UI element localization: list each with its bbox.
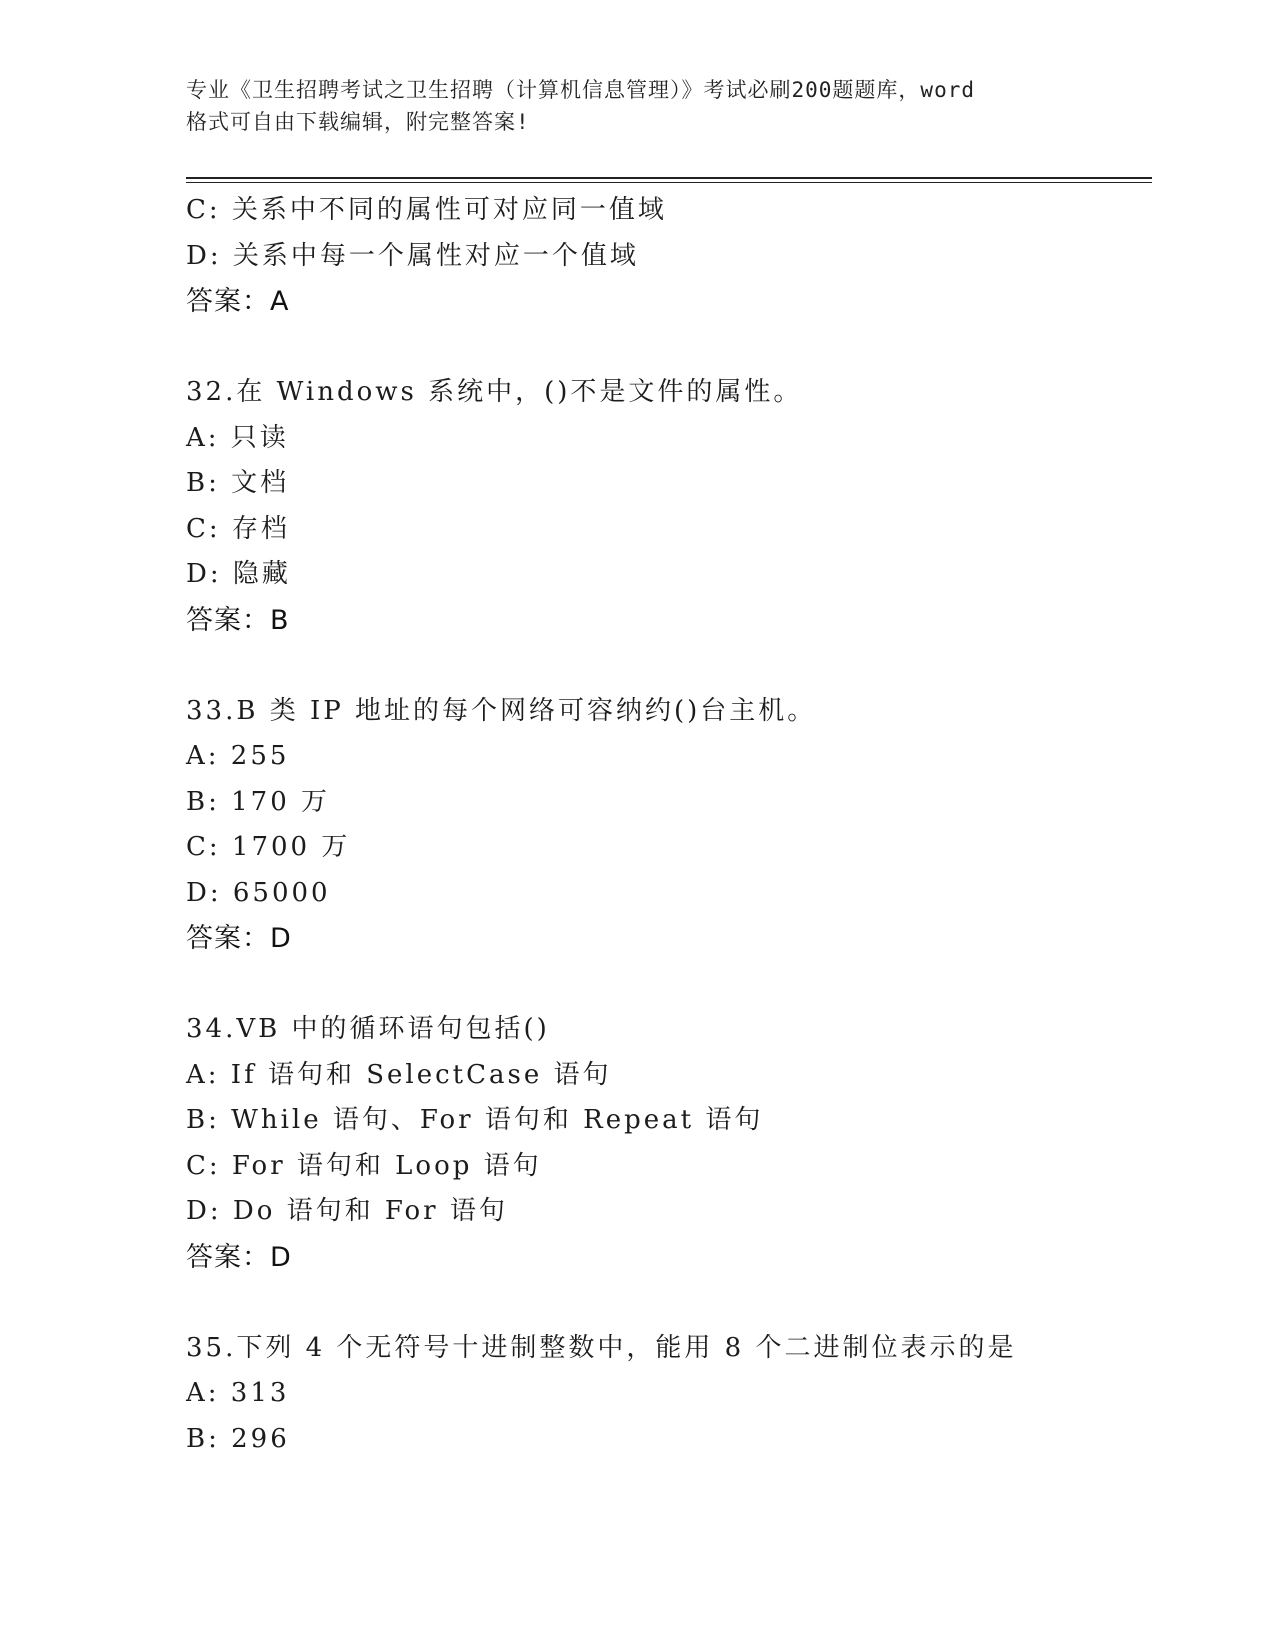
- question-block-33: [186, 689, 1146, 962]
- option-c: C: For 语句和 Loop 语句: [186, 1150, 542, 1181]
- question-list: [186, 188, 1146, 1462]
- header-line-2: 格式可自由下载编辑，附完整答案!: [186, 110, 530, 134]
- question-stem: 35.下列 4 个无符号十进制整数中，能用 8 个二进制位表示的是: [186, 1332, 1017, 1363]
- option-a: A: 只读: [186, 422, 289, 453]
- answer-line: 答案：A: [186, 286, 290, 317]
- block-spacer: [186, 325, 1146, 371]
- header-line-1: 专业《卫生招聘考试之卫生招聘（计算机信息管理）》考试必刷200题题库，word: [186, 78, 975, 102]
- question-block-32: [186, 370, 1146, 643]
- header-divider-thin: [186, 182, 1152, 183]
- question-stem: 34.VB 中的循环语句包括(): [186, 1014, 550, 1044]
- answer-line: 答案：B: [186, 604, 290, 636]
- answer-line: 答案：D: [186, 923, 292, 954]
- option-c: C: 存档: [186, 513, 290, 544]
- option-b: B: 296: [186, 1423, 290, 1454]
- option-a: A: 255: [186, 741, 290, 771]
- option-d: D: 关系中每一个属性对应一个值域: [186, 240, 639, 271]
- option-d: D: 65000: [186, 877, 331, 908]
- option-a: A: If 语句和 SelectCase 语句: [186, 1059, 612, 1090]
- option-c: C: 1700 万: [186, 832, 351, 862]
- option-a: A: 313: [186, 1378, 290, 1408]
- option-b: B: While 语句、For 语句和 Repeat 语句: [186, 1105, 764, 1135]
- header-divider-thick: [186, 177, 1152, 179]
- block-spacer: [186, 1280, 1146, 1326]
- question-block-31: [186, 188, 1146, 325]
- block-spacer: [186, 643, 1146, 689]
- option-c: C: 关系中不同的属性可对应同一值域: [186, 195, 667, 225]
- question-block-35: [186, 1326, 1146, 1463]
- question-stem: 33.B 类 IP 地址的每个网络可容纳约()台主机。: [186, 695, 817, 726]
- block-spacer: [186, 962, 1146, 1008]
- document-header: [186, 74, 1086, 138]
- option-d: D: 隐藏: [186, 559, 291, 589]
- question-stem: 32.在 Windows 系统中，()不是文件的属性。: [186, 377, 803, 407]
- answer-line: 答案：D: [186, 1241, 292, 1273]
- option-b: B: 170 万: [186, 786, 331, 817]
- option-d: D: Do 语句和 For 语句: [186, 1196, 508, 1226]
- question-block-34: [186, 1007, 1146, 1280]
- option-b: B: 文档: [186, 468, 290, 498]
